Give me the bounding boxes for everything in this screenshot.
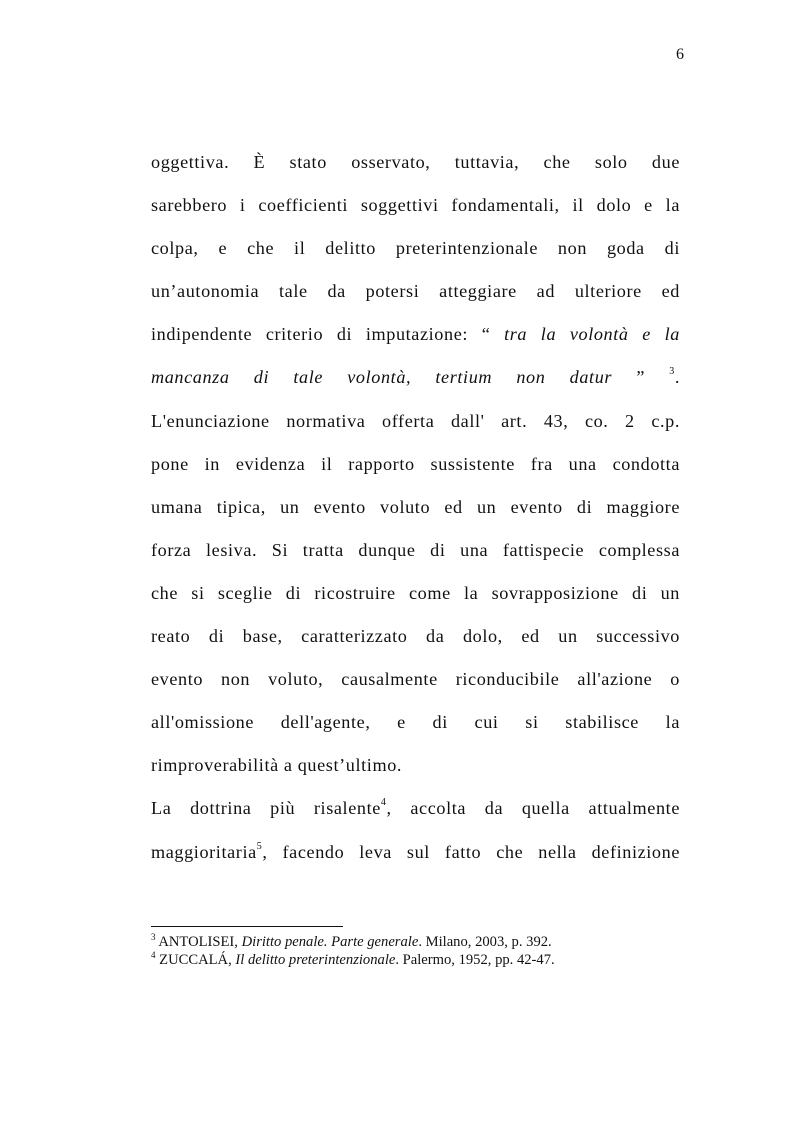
footnote-ref-3[interactable]: 3 — [669, 366, 675, 378]
text-line: un’autonomia tale da potersi atteggiare ad ulteriore ed — [151, 281, 680, 302]
text-line: reato di base, caratterizzato da dolo, ed un successivo — [151, 626, 680, 647]
text-line: pone in evidenza il rapporto sussistente fra una condotta — [151, 453, 680, 474]
footnote-details: . Palermo, 1952, pp. 42-47. — [395, 952, 555, 968]
footnote-number: 4 — [151, 950, 156, 960]
text-line: indipendente criterio di imputazione: “ tra la volontà e la — [151, 324, 680, 345]
text-line: mancanza di tale volontà, tertium non datur ” $^3$. — [151, 366, 680, 388]
text-line: La dottrina più risalente$^4$, accolta da quella attualmente — [151, 797, 680, 819]
footnote-separator — [151, 926, 343, 927]
page-number: 6 — [676, 46, 684, 63]
footnote-3 — [151, 933, 711, 951]
footnote-title: Il delitto preterintenzionale — [235, 952, 396, 968]
text-line: che si sceglie di ricostruire come la sovrapposizione di un — [151, 582, 680, 603]
footnote-ref-5[interactable]: 5 — [256, 840, 263, 852]
text-line: colpa, e che il delitto preterintenzionale non goda di — [151, 238, 680, 259]
latin-quote-start: tra la volontà e la — [504, 324, 680, 345]
footnote-details: . Milano, 2003, p. 392. — [418, 934, 552, 950]
text-line: forza lesiva. Si tratta dunque di una fattispecie complessa — [151, 539, 680, 560]
text-line: maggioritaria$^5$, facendo leva sul fatto che nella definizione — [151, 840, 680, 862]
latin-quote-end: mancanza di tale volontà, tertium non datur — [151, 367, 613, 388]
text-line: umana tipica, un evento voluto ed un evento di maggiore — [151, 496, 680, 517]
text-line: evento non voluto, causalmente riconducibile all'azione o — [151, 669, 680, 690]
text-line: rimproverabilità a quest’ultimo. — [151, 755, 403, 776]
footnote-author: ANTOLISEI, — [158, 934, 238, 950]
footnote-title: Diritto penale. Parte generale — [241, 934, 419, 950]
footnotes — [151, 933, 711, 969]
footnote-number: 3 — [151, 932, 156, 942]
main-text — [151, 141, 680, 874]
text-line: L'enunciazione normativa offerta dall' art. 43, co. 2 c.p. — [151, 410, 680, 431]
footnote-ref-4[interactable]: 4 — [380, 797, 387, 809]
footnote-author: ZUCCALÁ, — [159, 952, 232, 968]
text-line: oggettiva. È stato osservato, tuttavia, che solo due — [151, 152, 680, 172]
footnote-4 — [151, 951, 711, 969]
text-line: sarebbero i coefficienti soggettivi fondamentali, il dolo e la — [151, 195, 680, 216]
text-line: all'omissione dell'agente, e di cui si stabilisce la — [151, 712, 680, 733]
